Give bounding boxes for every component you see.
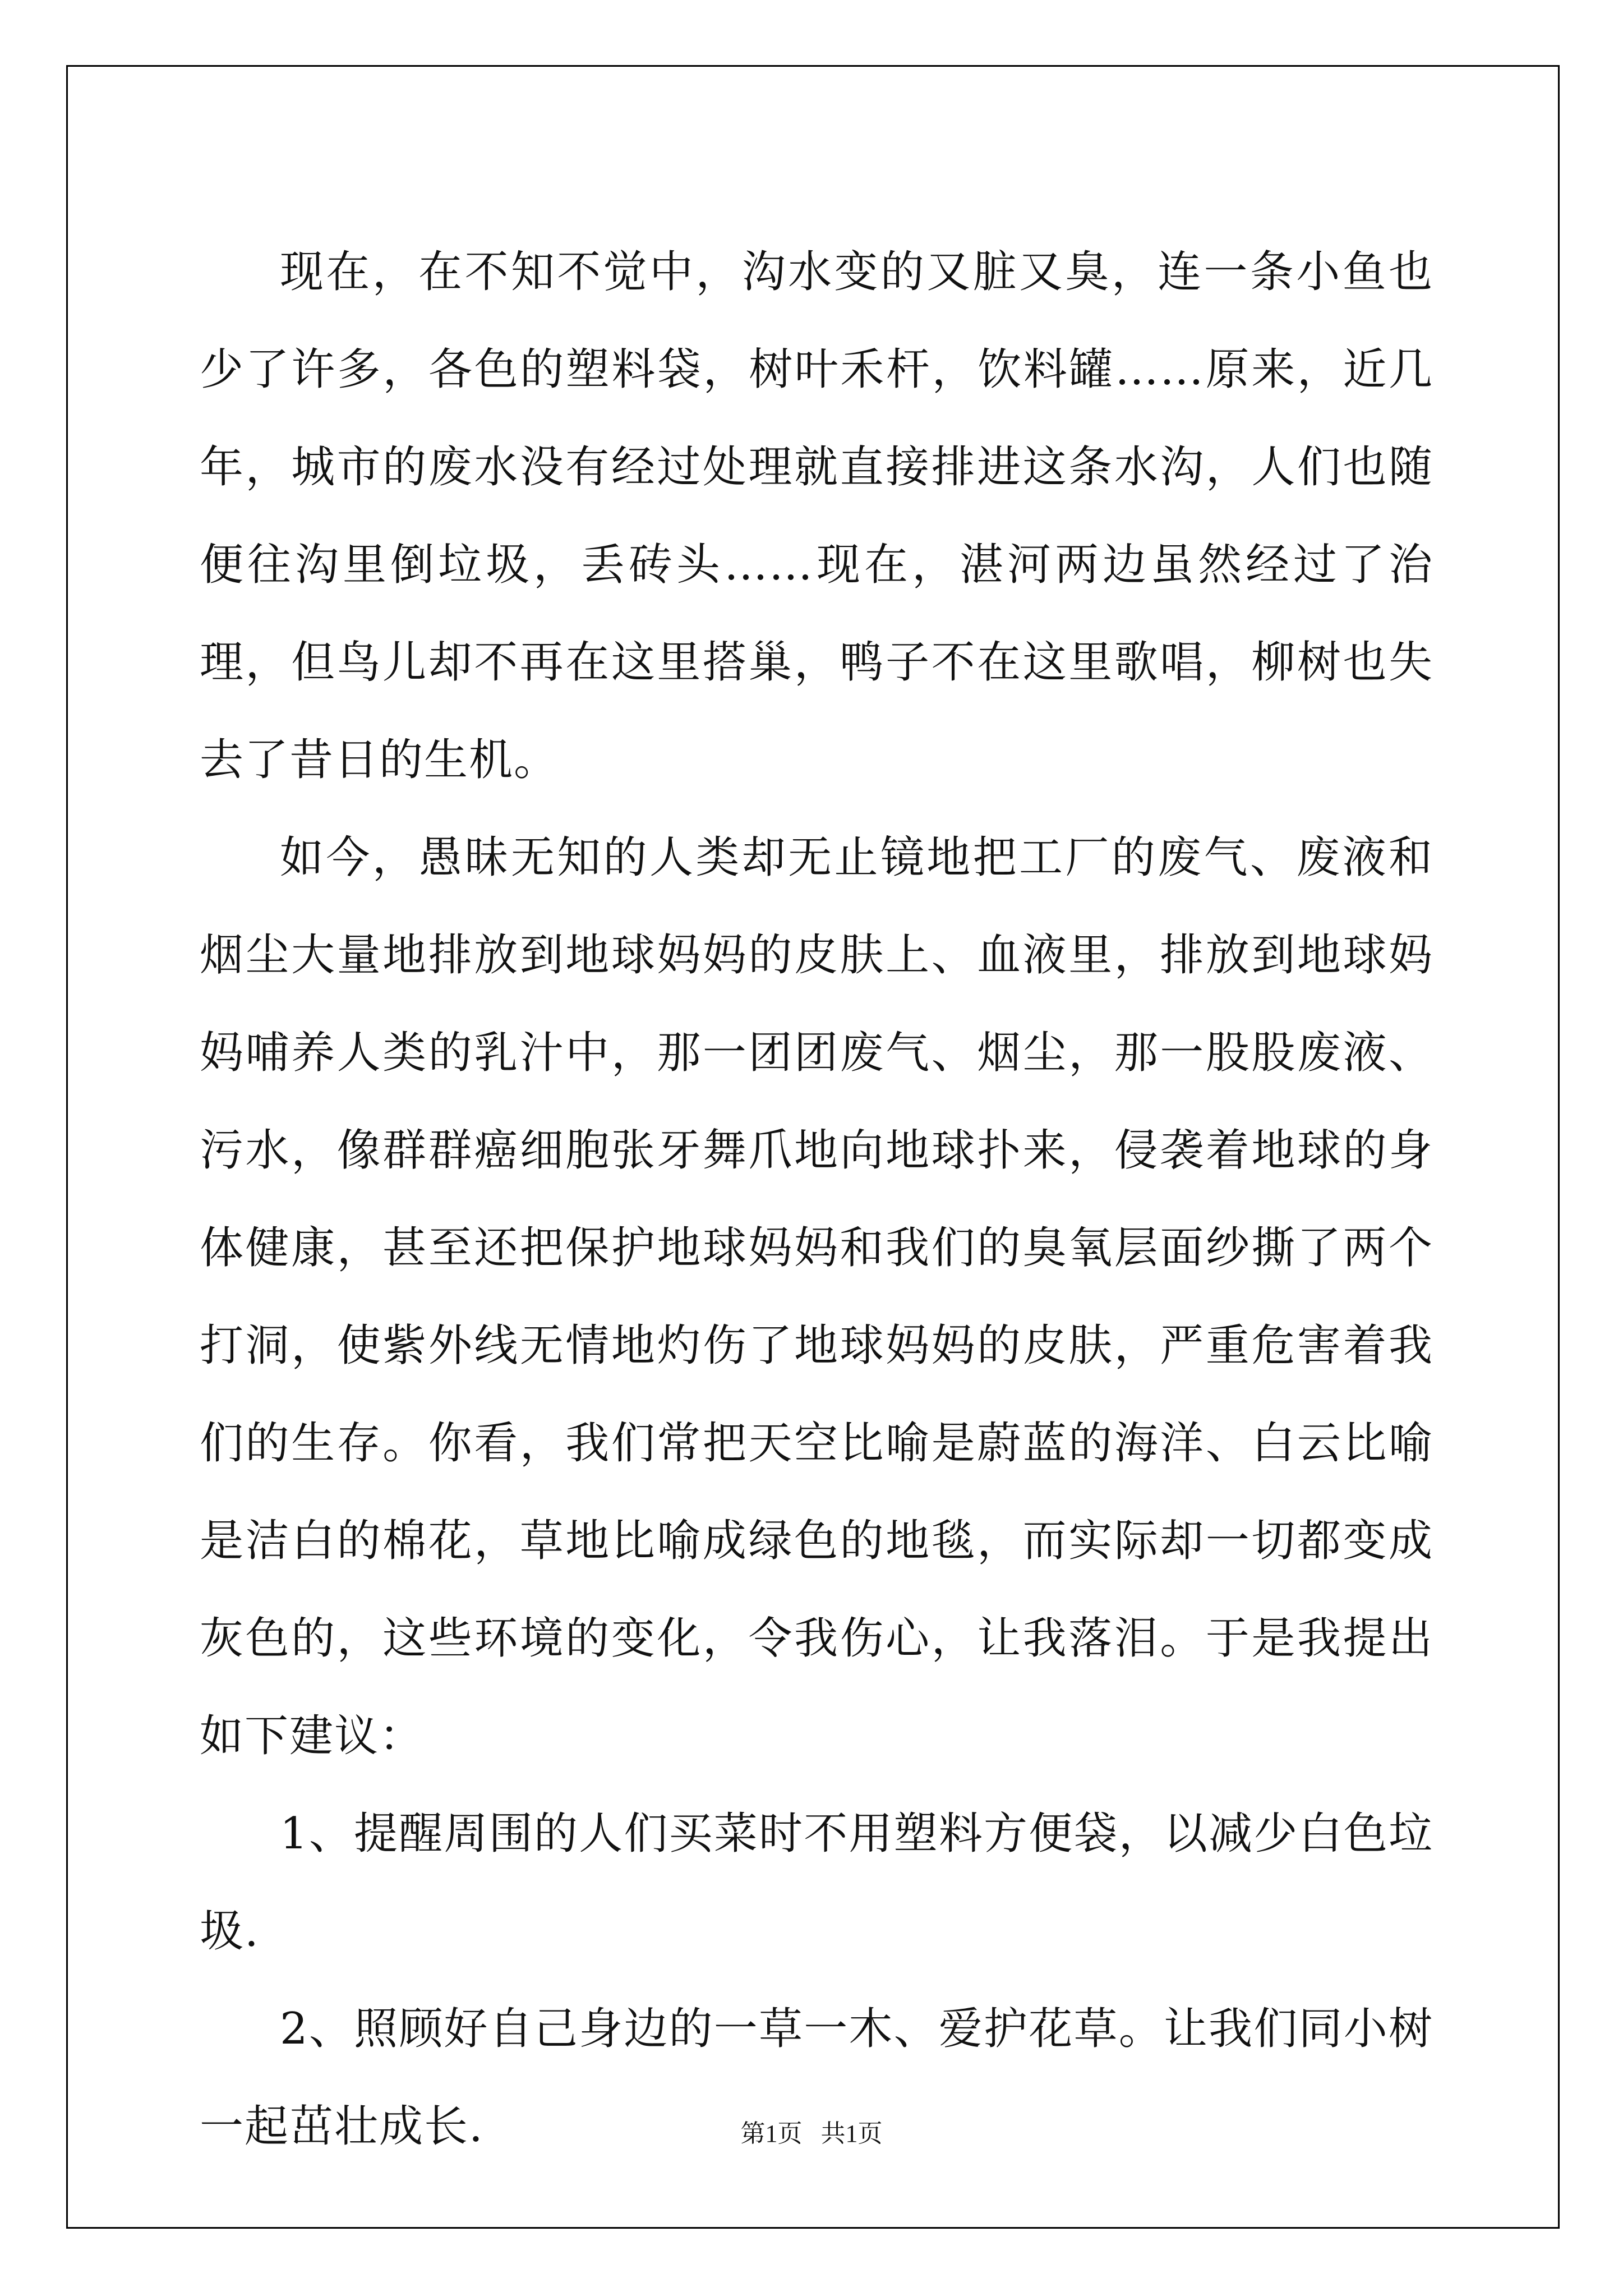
paragraph: 2、照顾好自己身边的一草一木、爱护花草。让我们同小树一起茁壮成长. — [200, 2004, 1433, 2152]
page-total: 共1页 — [820, 2120, 883, 2147]
paragraph: 1、提醒周围的人们买菜时不用塑料方便袋，以减少白色垃圾. — [200, 1809, 1433, 1957]
document-body — [200, 223, 1433, 2175]
page-footer — [0, 2117, 1623, 2151]
page-number: 第1页 — [740, 2120, 803, 2147]
paragraph: 现在，在不知不觉中，沟水变的又脏又臭，连一条小鱼也少了许多，各色的塑料袋，树叶禾杆，饮料罐……原来，近几年，城市的废水没有经过处理就直接排进这条水沟，人们也随便往沟里倒垃圾，丢砖头……现在，湛河两边虽然经过了治理，但鸟儿却不再在这里搭巢，鸭子不在这里歌唱，柳树也失去了昔日的生机。 — [200, 247, 1433, 785]
paragraph: 如今，愚昧无知的人类却无止镜地把工厂的废气、废液和烟尘大量地排放到地球妈妈的皮肤上、血液里，排放到地球妈妈哺养人类的乳汁中，那一团团废气、烟尘，那一股股废液、污水，像群群癌细胞张牙舞爪地向地球扑来，侵袭着地球的身体健康，甚至还把保护地球妈妈和我们的臭氧层面纱撕了两个打洞，使紫外线无情地灼伤了地球妈妈的皮肤，严重危害着我们的生存。你看，我们常把天空比喻是蔚蓝的海洋、白云比喻是洁白的棉花，草地比喻成绿色的地毯，而实际却一切都变成灰色的，这些环境的变化，令我伤心，让我落泪。于是我提出如下建议： — [200, 832, 1433, 1761]
footer-spacer — [803, 2120, 821, 2147]
